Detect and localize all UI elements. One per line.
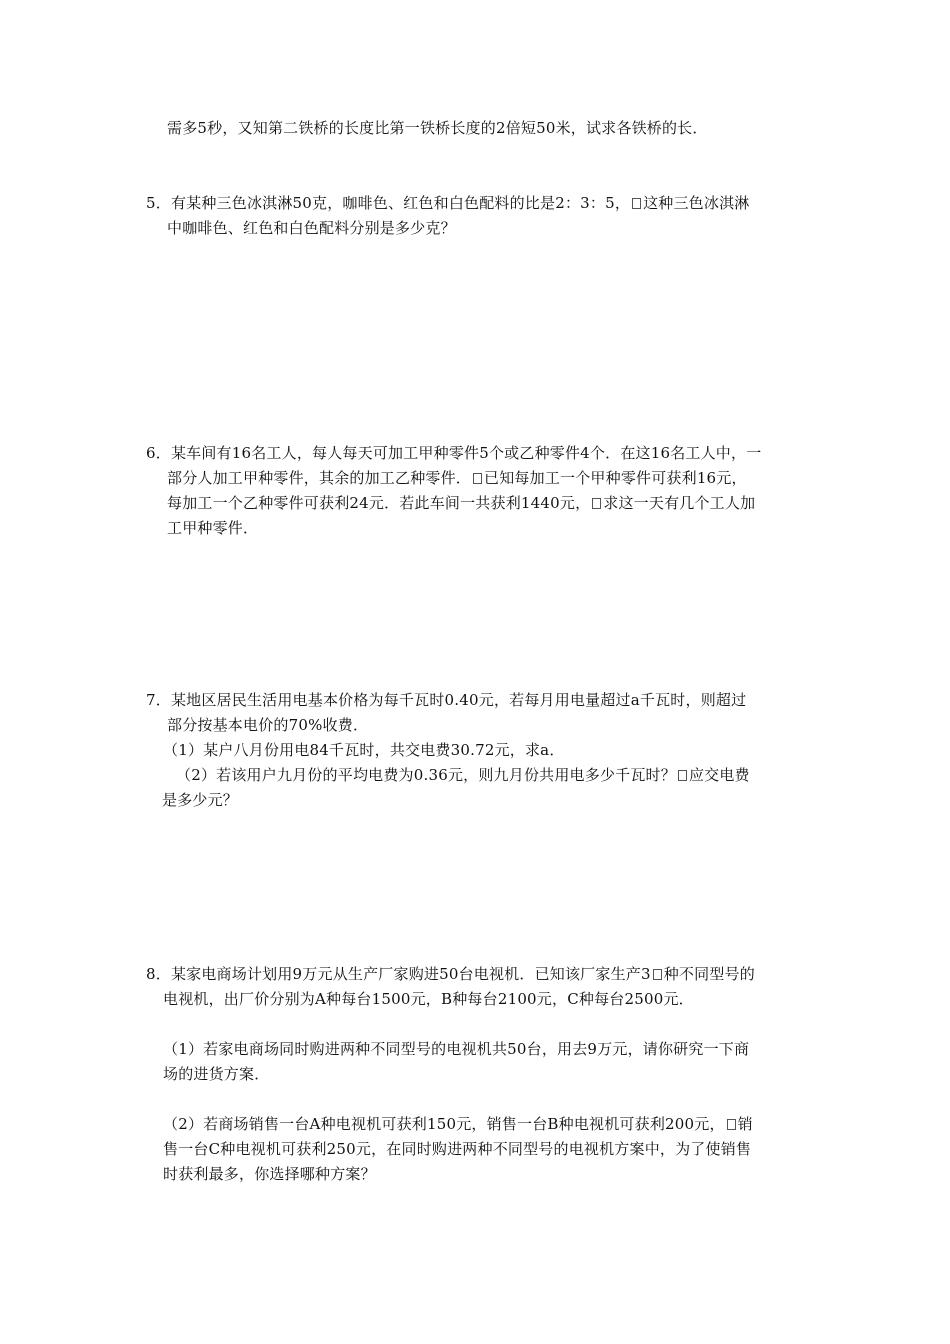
placeholder-box-icon xyxy=(727,1119,736,1130)
problem-7-text-4b: 应交电费 xyxy=(688,766,750,784)
problem-7-line-4 xyxy=(176,765,750,785)
placeholder-box-icon xyxy=(473,473,482,484)
problem-5-line-1 xyxy=(146,193,749,213)
problem-6-line-4: 工甲种零件． xyxy=(167,519,259,537)
problem-7-line-1: 7．某地区居民生活用电基本价格为每千瓦时0.40元，若每月用电量超过a千瓦时，则超过 xyxy=(146,691,747,709)
problem-5-text-a: 5．有某种三色冰淇淋50克，咖啡色、红色和白色配料的比是2：3：5， xyxy=(146,194,631,212)
problem-8-line-6: 售一台C种电视机可获利250元，在同时购进两种不同型号的电视机方案中，为了使销售 xyxy=(163,1140,752,1158)
problem-8-line-7: 时获利最多，你选择哪种方案？ xyxy=(163,1165,376,1183)
problem-6-line-3 xyxy=(167,493,755,513)
problem-7-line-2: 部分按基本电价的70%收费． xyxy=(167,716,369,734)
problem-5-text-b: 这种三色冰淇淋 xyxy=(643,194,750,212)
problem-8-line-2: 电视机，出厂价分别为A种每台1500元，B种每台2100元，C种每台2500元． xyxy=(163,990,694,1008)
problem-8-line-5 xyxy=(163,1114,753,1134)
problem-8-line-3: （1）若家电商场同时购进两种不同型号的电视机共50台，用去9万元，请你研究一下商 xyxy=(163,1040,750,1058)
problem-4-tail-line-1: 需多5秒，又知第二铁桥的长度比第一铁桥长度的2倍短50米，试求各铁桥的长． xyxy=(167,119,708,137)
problem-8-line-4: 场的进货方案． xyxy=(163,1065,270,1083)
placeholder-box-icon xyxy=(592,498,601,509)
problem-6-text-2a: 部分人加工甲种零件，其余的加工乙种零件． xyxy=(167,469,472,487)
problem-6-text-2b: 已知每加工一个甲种零件可获利16元， xyxy=(484,469,747,487)
problem-6-text-3a: 每加工一个乙种零件可获利24元．若此车间一共获利1440元， xyxy=(167,494,591,512)
problem-5-line-2: 中咖啡色、红色和白色配料分别是多少克？ xyxy=(167,219,456,237)
problem-8-text-5b: 销 xyxy=(737,1115,753,1133)
problem-8-line-1 xyxy=(146,964,755,984)
problem-7-text-4a: （2）若该用户九月份的平均电费为0.36元，则九月份共用电多少千瓦时？ xyxy=(176,766,676,784)
placeholder-box-icon xyxy=(678,770,687,781)
placeholder-box-icon xyxy=(632,198,641,209)
placeholder-box-icon xyxy=(653,969,662,980)
problem-8-text-1a: 8．某家电商场计划用9万元从生产厂家购进50台电视机．已知该厂家生产3 xyxy=(146,965,651,983)
problem-7-line-5: 是多少元？ xyxy=(162,791,239,809)
problem-7-line-3: （1）某户八月份用电84千瓦时，共交电费30.72元，求a． xyxy=(163,741,565,759)
problem-8-text-5a: （2）若商场销售一台A种电视机可获利150元，销售一台B种电视机可获利200元， xyxy=(163,1115,725,1133)
problem-8-text-1b: 种不同型号的 xyxy=(663,965,755,983)
problem-6-line-2 xyxy=(167,468,747,488)
problem-6-text-3b: 求这一天有几个工人加 xyxy=(603,494,756,512)
problem-6-line-1: 6．某车间有16名工人，每人每天可加工甲种零件5个或乙种零件4个．在这16名工人中，一 xyxy=(146,444,762,462)
